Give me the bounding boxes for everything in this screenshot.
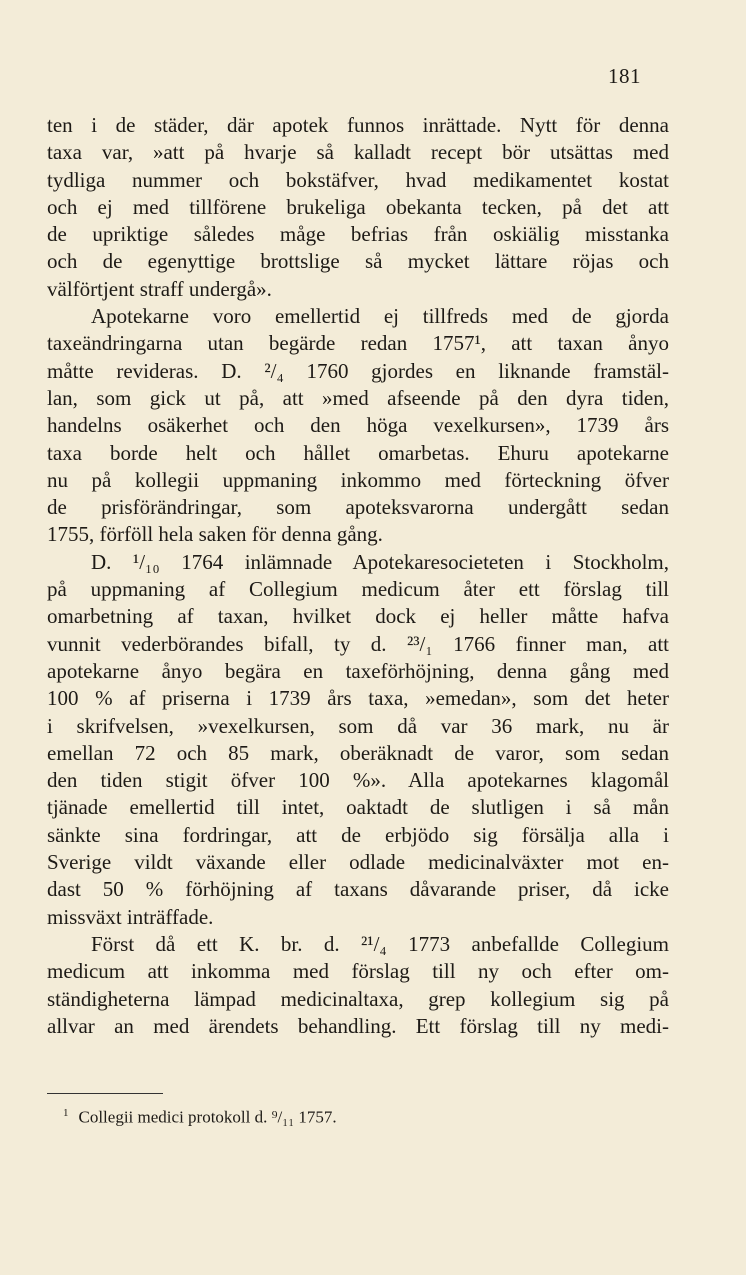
text-line: tjänade emellertid till intet, oaktadt de slutligen i så mån — [47, 795, 669, 820]
text-line: och ej med tillförene brukeliga obekanta tecken, på det att — [47, 194, 669, 219]
text-line: och de egenyttige brottslige så mycket lättare röjas och — [47, 249, 669, 274]
text-line: omarbetning af taxan, hvilket dock ej heller måtte hafva — [47, 604, 669, 629]
footnote — [47, 1107, 337, 1128]
footnote-mark: 1 — [63, 1107, 69, 1119]
text-line: allvar an med ärendets behandling. Ett förslag till ny medi- — [47, 1013, 669, 1038]
text-line: apotekarne ånyo begära en taxeförhöjning, denna gång med — [47, 658, 669, 683]
text-line: D. ¹/₁₀ 1764 inlämnade Apotekaresocieteten i Stockholm, — [91, 549, 669, 574]
text-line: missväxt inträffade. — [47, 904, 214, 929]
text-line: medicum att inkomma med förslag till ny och efter om- — [47, 959, 669, 984]
text-line: tydliga nummer och bokstäfver, hvad medikamentet kostat — [47, 167, 669, 192]
text-line: 100 % af priserna i 1739 års taxa, »emedan», som det heter — [47, 686, 669, 711]
text-line: Apotekarne voro emellertid ej tillfreds med de gjorda — [91, 304, 669, 329]
text-line: taxa borde helt och hållet omarbetas. Ehuru apotekarne — [47, 440, 669, 465]
text-line: vunnit vederbörandes bifall, ty d. ²³/₁ 1766 finner man, att — [47, 631, 669, 656]
text-line: taxeändringarna utan begärde redan 1757¹, att taxan ånyo — [47, 331, 669, 356]
text-line: lan, som gick ut på, att »med afseende på den dyra tiden, — [47, 385, 669, 410]
text-line: den tiden stigit öfver 100 %». Alla apotekarnes klagomål — [47, 768, 669, 793]
text-line: de prisförändringar, som apoteksvarorna undergått sedan — [47, 495, 669, 520]
footnote-divider — [47, 1093, 163, 1094]
text-line: taxa var, »att på hvarje så kalladt recept bör utsättas med — [47, 140, 669, 165]
text-line: nu på kollegii uppmaning inkommo med förteckning öfver — [47, 467, 669, 492]
text-line: ten i de städer, där apotek funnos inrättade. Nytt för denna — [47, 113, 669, 137]
footnote-text: Collegii medici protokoll d. ⁹/₁₁ 1757. — [78, 1107, 337, 1127]
text-line: dast 50 % förhöjning af taxans dåvarande priser, då icke — [47, 877, 669, 902]
text-line: måtte revideras. D. ²/₄ 1760 gjordes en liknande framstäl- — [47, 358, 669, 383]
page-number: 181 — [608, 64, 641, 88]
text-line: i skrifvelsen, »vexelkursen, som då var 36 mark, nu är — [47, 713, 669, 738]
text-line: emellan 72 och 85 mark, oberäknadt de varor, som sedan — [47, 740, 669, 765]
text-line: på uppmaning af Collegium medicum åter ett förslag till — [47, 577, 669, 602]
text-line: ständigheterna lämpad medicinaltaxa, grep kollegium sig på — [47, 986, 669, 1011]
text-line: de upriktige således måge befrias från oskiälig misstanka — [47, 222, 669, 247]
text-line: välförtjent straff undergå». — [47, 276, 272, 301]
text-line: handelns osäkerhet och den höga vexelkursen», 1739 års — [47, 413, 669, 438]
text-line: sänkte sina fordringar, att de erbjödo sig försälja alla i — [47, 822, 669, 847]
body-text — [47, 112, 669, 1040]
text-line: Först då ett K. br. d. ²¹/₄ 1773 anbefallde Collegium — [91, 931, 669, 956]
text-line: Sverige vildt växande eller odlade medicinalväxter mot en- — [47, 850, 669, 875]
text-line: 1755, förföll hela saken för denna gång. — [47, 522, 383, 547]
